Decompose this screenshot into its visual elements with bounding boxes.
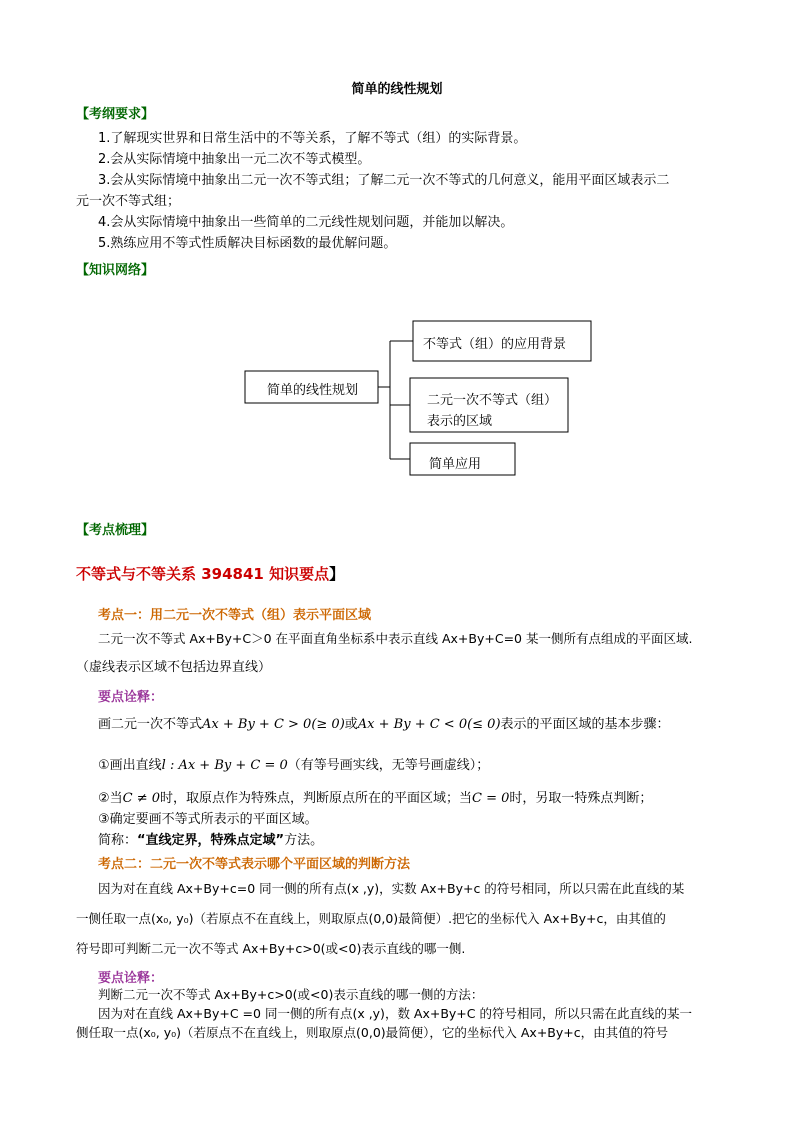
kp1-step-intro <box>98 716 670 734</box>
page-title: 简单的线性规划 <box>351 82 443 97</box>
diagram-branch2-label: 表示的区域 <box>427 414 493 429</box>
kp2-note-heading: 要点诠释： <box>98 971 164 986</box>
kp1-paragraph: 二元一次不等式 Ax+By+C＞0 在平面直角坐标系中表示直线 Ax+By+C=0 某一侧所有点组成的平面区域. <box>98 631 693 646</box>
kp2-paragraph: 一侧任取一点(x₀, y₀)（若原点不在直线上，则取原点(0,0)最简便）.把它的坐标代入 Ax+By+c，由其值的 <box>76 911 666 926</box>
topic-heading-text: 不等式与不等关系 394841 知识要点 <box>76 565 330 583</box>
diagram-branch1-label: 不等式（组）的应用背景 <box>423 337 567 352</box>
kp2-note-line: 因为对在直线 Ax+By+C =0 同一侧的所有点(x ,y)，数 Ax+By+C 的符号相同，所以只需在此直线的某一 <box>98 1006 692 1021</box>
requirement-item: 2.会从实际情境中抽象出一元二次不等式模型。 <box>98 152 371 167</box>
diagram-branch2-label: 二元一次不等式（组） <box>427 393 558 408</box>
section-points: 【考点梳理】 <box>76 523 155 538</box>
requirement-item: 元一次不等式组； <box>76 194 181 209</box>
text: 时，另取一特殊点判断； <box>509 791 653 806</box>
text: 表示的平面区域的基本步骤： <box>500 717 670 732</box>
text: ②当 <box>98 791 123 806</box>
kp2-note-line: 判断二元一次不等式 Ax+By+c>0(或<0)表示直线的哪一侧的方法： <box>98 987 484 1002</box>
formula: Ax + By + C < 0(≤ 0) <box>357 717 501 732</box>
kp1-note-heading: 要点诠释： <box>98 690 164 705</box>
text: ①画出直线 <box>98 758 162 773</box>
section-network: 【知识网络】 <box>76 263 155 278</box>
topic-heading-bracket: 】 <box>329 565 345 583</box>
requirement-item: 1.了解现实世界和日常生活中的不等关系，了解不等式（组）的实际背景。 <box>98 131 527 146</box>
section-requirements: 【考纲要求】 <box>76 107 155 122</box>
kp1-step1 <box>98 757 489 775</box>
formula: C ≠ 0 <box>122 791 161 806</box>
summary-emphasis: “直线定界，特殊点定域” <box>137 833 285 848</box>
text: 时，取原点作为特殊点，判断原点所在的平面区域；当 <box>160 791 473 806</box>
kp1-paragraph: （虚线表示区域不包括边界直线） <box>76 660 272 675</box>
kp1-step2 <box>98 790 652 808</box>
text: 方法。 <box>284 833 324 848</box>
text: 简称： <box>98 833 138 848</box>
formula: l : Ax + By + C = 0 <box>161 758 288 773</box>
requirement-item: 5.熟练应用不等式性质解决目标函数的最优解问题。 <box>98 236 397 251</box>
requirement-item: 4.会从实际情境中抽象出一些简单的二元线性规划问题，并能加以解决。 <box>98 215 514 230</box>
text: （有等号画实线，无等号画虚线）； <box>287 758 490 773</box>
kp2-paragraph: 因为对在直线 Ax+By+c=0 同一侧的所有点(x ,y)，实数 Ax+By+c 的符号相同，所以只需在此直线的某 <box>98 881 685 896</box>
formula: C = 0 <box>472 791 510 806</box>
kp1-heading: 考点一：用二元一次不等式（组）表示平面区域 <box>98 608 372 623</box>
kp2-paragraph: 符号即可判断二元一次不等式 Ax+By+c>0(或<0)表示直线的哪一侧. <box>76 941 466 956</box>
text: 或 <box>344 717 358 732</box>
diagram-root-label: 简单的线性规划 <box>267 383 359 398</box>
kp2-note-line: 侧任取一点(x₀, y₀)（若原点不在直线上，则取原点(0,0)最简便），它的坐标代入 Ax+By+c，由其值的符号 <box>76 1025 669 1040</box>
diagram-branch3-label: 简单应用 <box>429 457 482 472</box>
requirement-item: 3.会从实际情境中抽象出二元一次不等式组；了解二元一次不等式的几何意义，能用平面区域表示二 <box>98 173 670 188</box>
text: 画二元一次不等式 <box>98 717 203 732</box>
kp1-summary <box>98 832 323 850</box>
kp2-heading: 考点二：二元一次不等式表示哪个平面区域的判断方法 <box>98 857 411 872</box>
formula: Ax + By + C > 0(≥ 0) <box>202 717 345 732</box>
topic-heading <box>76 563 344 584</box>
kp1-step3: ③确定要画不等式所表示的平面区域。 <box>98 812 318 827</box>
